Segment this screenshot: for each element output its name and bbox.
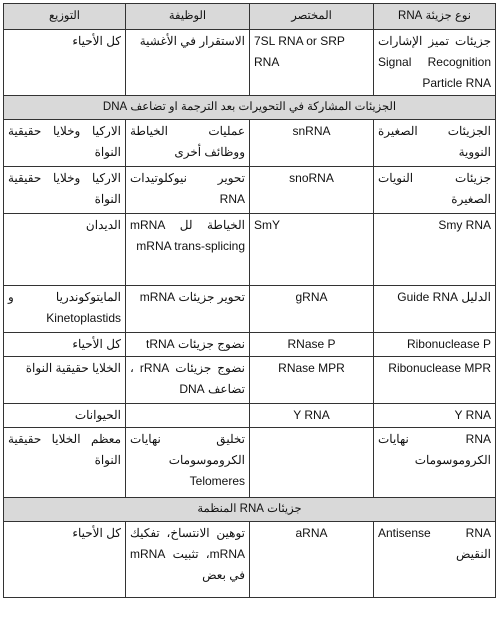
cell-distribution: معظم الخلايا حقيقية النواة (4, 428, 126, 498)
section-title: جزيئات RNA المنظمة (4, 498, 496, 522)
cell-rna-type: Antisense RNA النقيض (374, 522, 496, 598)
cell-function: تحوير جزيئات mRNA (126, 286, 250, 333)
header-abbreviation: المختصر (250, 4, 374, 30)
cell-abbreviation: Y RNA (250, 404, 374, 428)
table-row (4, 333, 496, 357)
cell-function (126, 404, 250, 428)
cell-function: عمليات الخياطة ووظائف أخرى (126, 120, 250, 167)
cell-abbreviation: RNase P (250, 333, 374, 357)
cell-distribution: الاركيا وخلايا حقيقية النواة (4, 120, 126, 167)
cell-distribution: الديدان (4, 214, 126, 286)
header-row (4, 4, 496, 30)
cell-rna-type: الدليل Guide RNA (374, 286, 496, 333)
cell-distribution: كل الأحياء (4, 522, 126, 598)
cell-distribution: كل الأحياء (4, 30, 126, 96)
cell-abbreviation: aRNA (250, 522, 374, 598)
cell-abbreviation: snRNA (250, 120, 374, 167)
cell-rna-type: RNA نهايات الكروموسومات (374, 428, 496, 498)
cell-function: الخياطة لل mRNA mRNA trans-splicing (126, 214, 250, 286)
cell-distribution: المايتوكوندريا و Kinetoplastids (4, 286, 126, 333)
cell-distribution: الخلايا حقيقية النواة (4, 357, 126, 404)
header-rna-type: نوع جزيئة RNA (374, 4, 496, 30)
cell-rna-type: Smy RNA (374, 214, 496, 286)
table-row (4, 167, 496, 214)
table-row (4, 214, 496, 286)
cell-function: نضوج جزيئات tRNA (126, 333, 250, 357)
table-row (4, 428, 496, 498)
cell-rna-type: جزيئات النويات الصغيرة (374, 167, 496, 214)
cell-abbreviation: 7SL RNA or SRP RNA (250, 30, 374, 96)
cell-function: تخليق نهايات الكروموسومات Telomeres (126, 428, 250, 498)
cell-rna-type: Ribonuclease MPR (374, 357, 496, 404)
cell-abbreviation: gRNA (250, 286, 374, 333)
table-row (4, 522, 496, 598)
header-function: الوظيفة (126, 4, 250, 30)
rna-types-table (3, 3, 496, 598)
cell-distribution: الاركيا وخلايا حقيقية النواة (4, 167, 126, 214)
header-distribution: التوزيع (4, 4, 126, 30)
cell-function: نضوج جزيئات rRNA ، تضاعف DNA (126, 357, 250, 404)
cell-rna-type: الجزيئات الصغيرة النووية (374, 120, 496, 167)
section-header-row (4, 96, 496, 120)
table-row (4, 30, 496, 96)
table-row (4, 120, 496, 167)
cell-rna-type: Ribonuclease P (374, 333, 496, 357)
cell-function: تحوير نيوكلوتيدات RNA (126, 167, 250, 214)
cell-abbreviation: SmY (250, 214, 374, 286)
table-row (4, 404, 496, 428)
table-row (4, 357, 496, 404)
cell-function: الاستقرار في الأغشية (126, 30, 250, 96)
cell-abbreviation: snoRNA (250, 167, 374, 214)
cell-rna-type: جزيئات تميز الإشارات Signal Recognition Particle RNA (374, 30, 496, 96)
cell-abbreviation: RNase MPR (250, 357, 374, 404)
cell-distribution: الحيوانات (4, 404, 126, 428)
cell-rna-type: Y RNA (374, 404, 496, 428)
table-row (4, 286, 496, 333)
cell-function: توهين الانتساخ، تفكيك mRNA، تثبيت mRNA في بعض (126, 522, 250, 598)
section-header-row (4, 498, 496, 522)
cell-distribution: كل الأحياء (4, 333, 126, 357)
section-title: الجزيئات المشاركة في التحويرات بعد الترجمة او تضاعف DNA (4, 96, 496, 120)
cell-abbreviation (250, 428, 374, 498)
